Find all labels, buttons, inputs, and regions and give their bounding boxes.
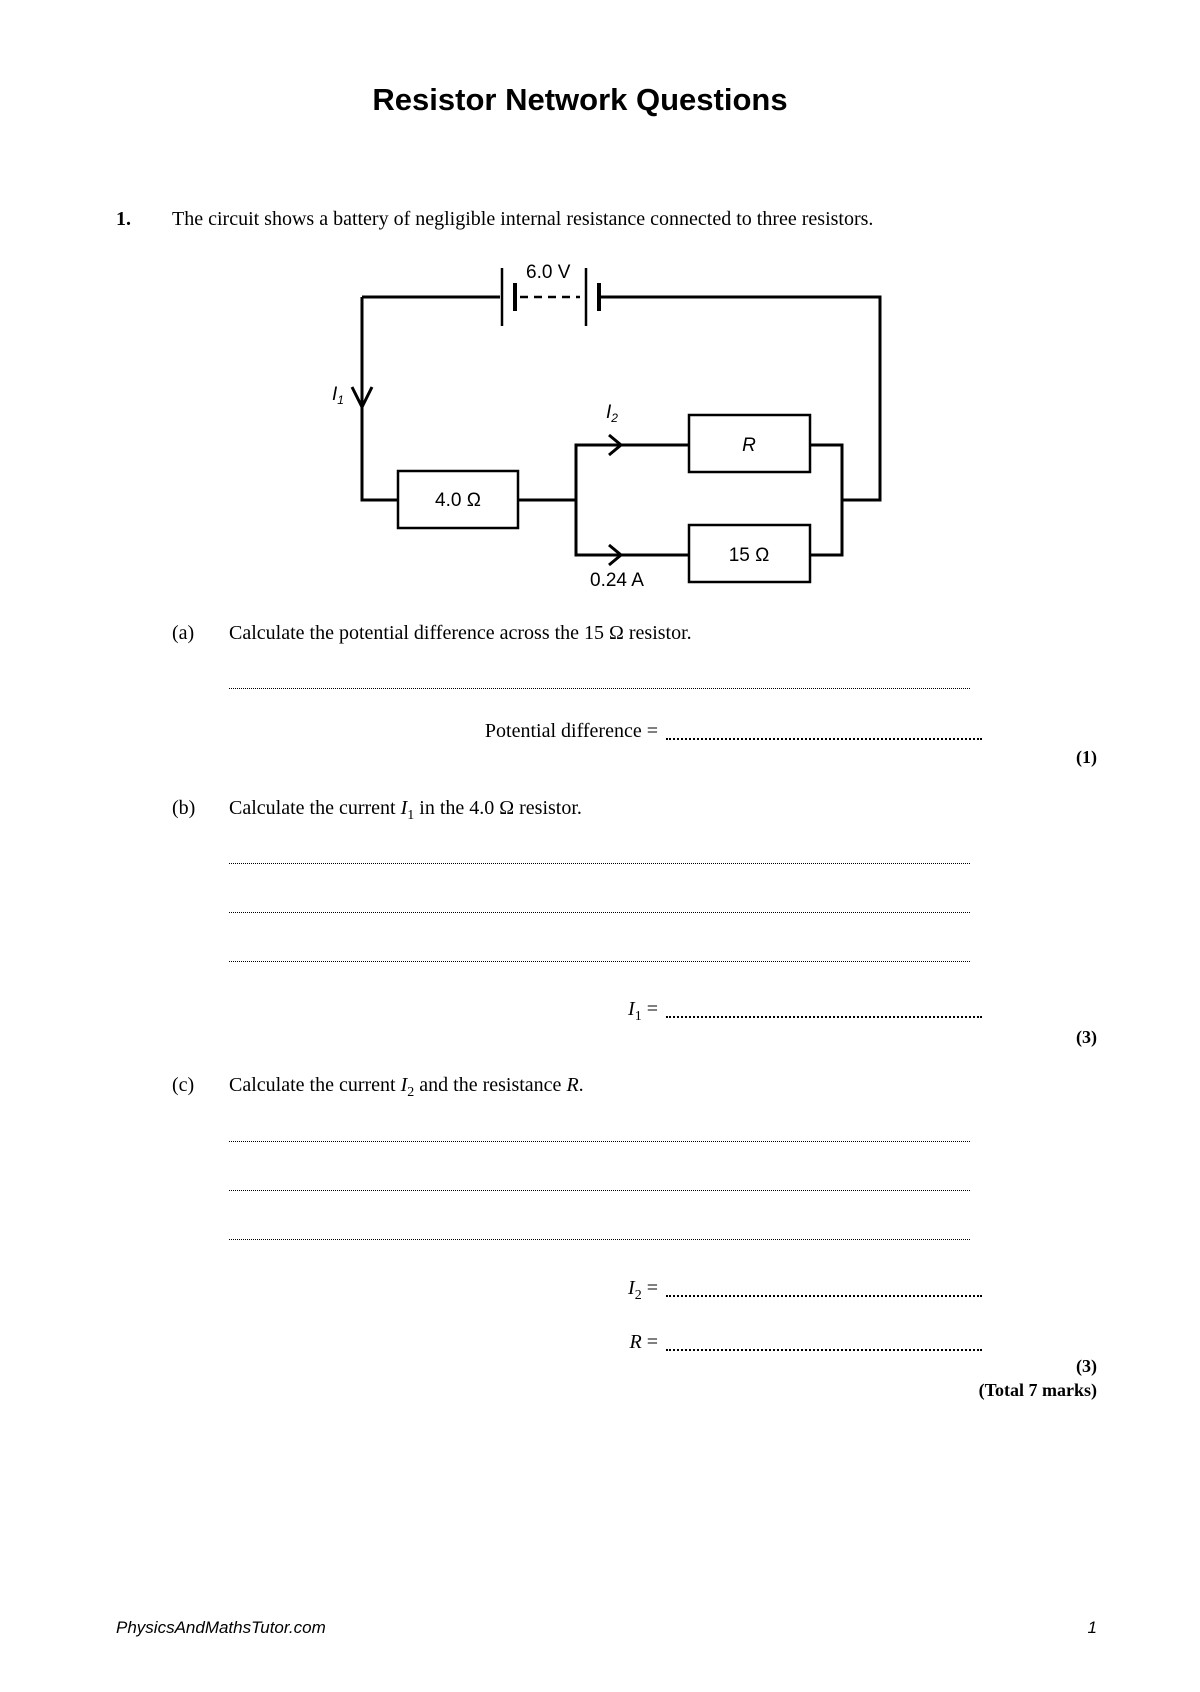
part-c-answer-label-r: R =	[629, 1331, 658, 1353]
part-c-marks: (3)	[1076, 1356, 1097, 1376]
part-b-answer-line-3[interactable]	[229, 961, 970, 962]
part-c-answer-line-3[interactable]	[229, 1239, 970, 1240]
battery-label: 6.0 V	[526, 262, 571, 283]
part-b-marks: (3)	[1076, 1027, 1097, 1047]
resistor-15-ohm-label: 15 Ω	[728, 545, 770, 566]
resistor-4-ohm-label: 4.0 Ω	[435, 490, 481, 511]
part-c-answer-label-i2: $I_2$ =	[628, 1277, 658, 1303]
wire-branch-lower	[576, 500, 689, 555]
part-c-answer-line-2[interactable]	[229, 1190, 970, 1191]
page-number: 1	[1087, 1618, 1097, 1637]
total-marks: (Total 7 marks)	[978, 1380, 1097, 1400]
part-c-label: (c)	[172, 1074, 195, 1096]
part-a-label: (a)	[172, 622, 195, 644]
part-b-answer-line-2[interactable]	[229, 912, 970, 913]
part-b-text: Calculate the current $I_1$ in the 4.0 Ω resistor.	[229, 797, 582, 823]
question-text: The circuit shows a battery of negligible internal resistance connected to three resistors.	[172, 208, 874, 230]
wire-branch-upper-right	[810, 445, 842, 555]
part-b-answer-label: $I_1$ =	[628, 998, 658, 1024]
part-b-answer-line-1[interactable]	[229, 863, 970, 864]
part-a-text: Calculate the potential difference across the 15 Ω resistor.	[229, 622, 692, 644]
wire-top-right	[601, 297, 880, 500]
part-c-answer-field-i2[interactable]	[666, 1295, 982, 1297]
part-c-answer-line-1[interactable]	[229, 1141, 970, 1142]
branch-current-label: 0.24 A	[590, 570, 644, 591]
page-title: Resistor Network Questions	[372, 82, 788, 117]
part-c-answer-field-r[interactable]	[666, 1349, 982, 1351]
circuit-diagram	[300, 250, 900, 600]
part-b-answer-field[interactable]	[666, 1016, 982, 1018]
wire-branch-upper	[576, 445, 689, 500]
resistor-R-label: R	[742, 435, 756, 456]
label-i1: $I_1$	[332, 384, 344, 407]
part-b-label: (b)	[172, 797, 196, 819]
footer-site: PhysicsAndMathsTutor.com	[116, 1618, 326, 1637]
part-a-answer-line[interactable]	[229, 688, 970, 689]
part-a-answer-label: Potential difference =	[484, 720, 658, 742]
label-i2: $I_2$	[606, 402, 618, 425]
part-c-text: Calculate the current $I_2$ and the resistance R.	[229, 1074, 584, 1100]
part-a-marks: (1)	[1076, 747, 1097, 767]
part-a-answer-field[interactable]	[666, 738, 982, 740]
question-number: 1.	[116, 208, 131, 230]
